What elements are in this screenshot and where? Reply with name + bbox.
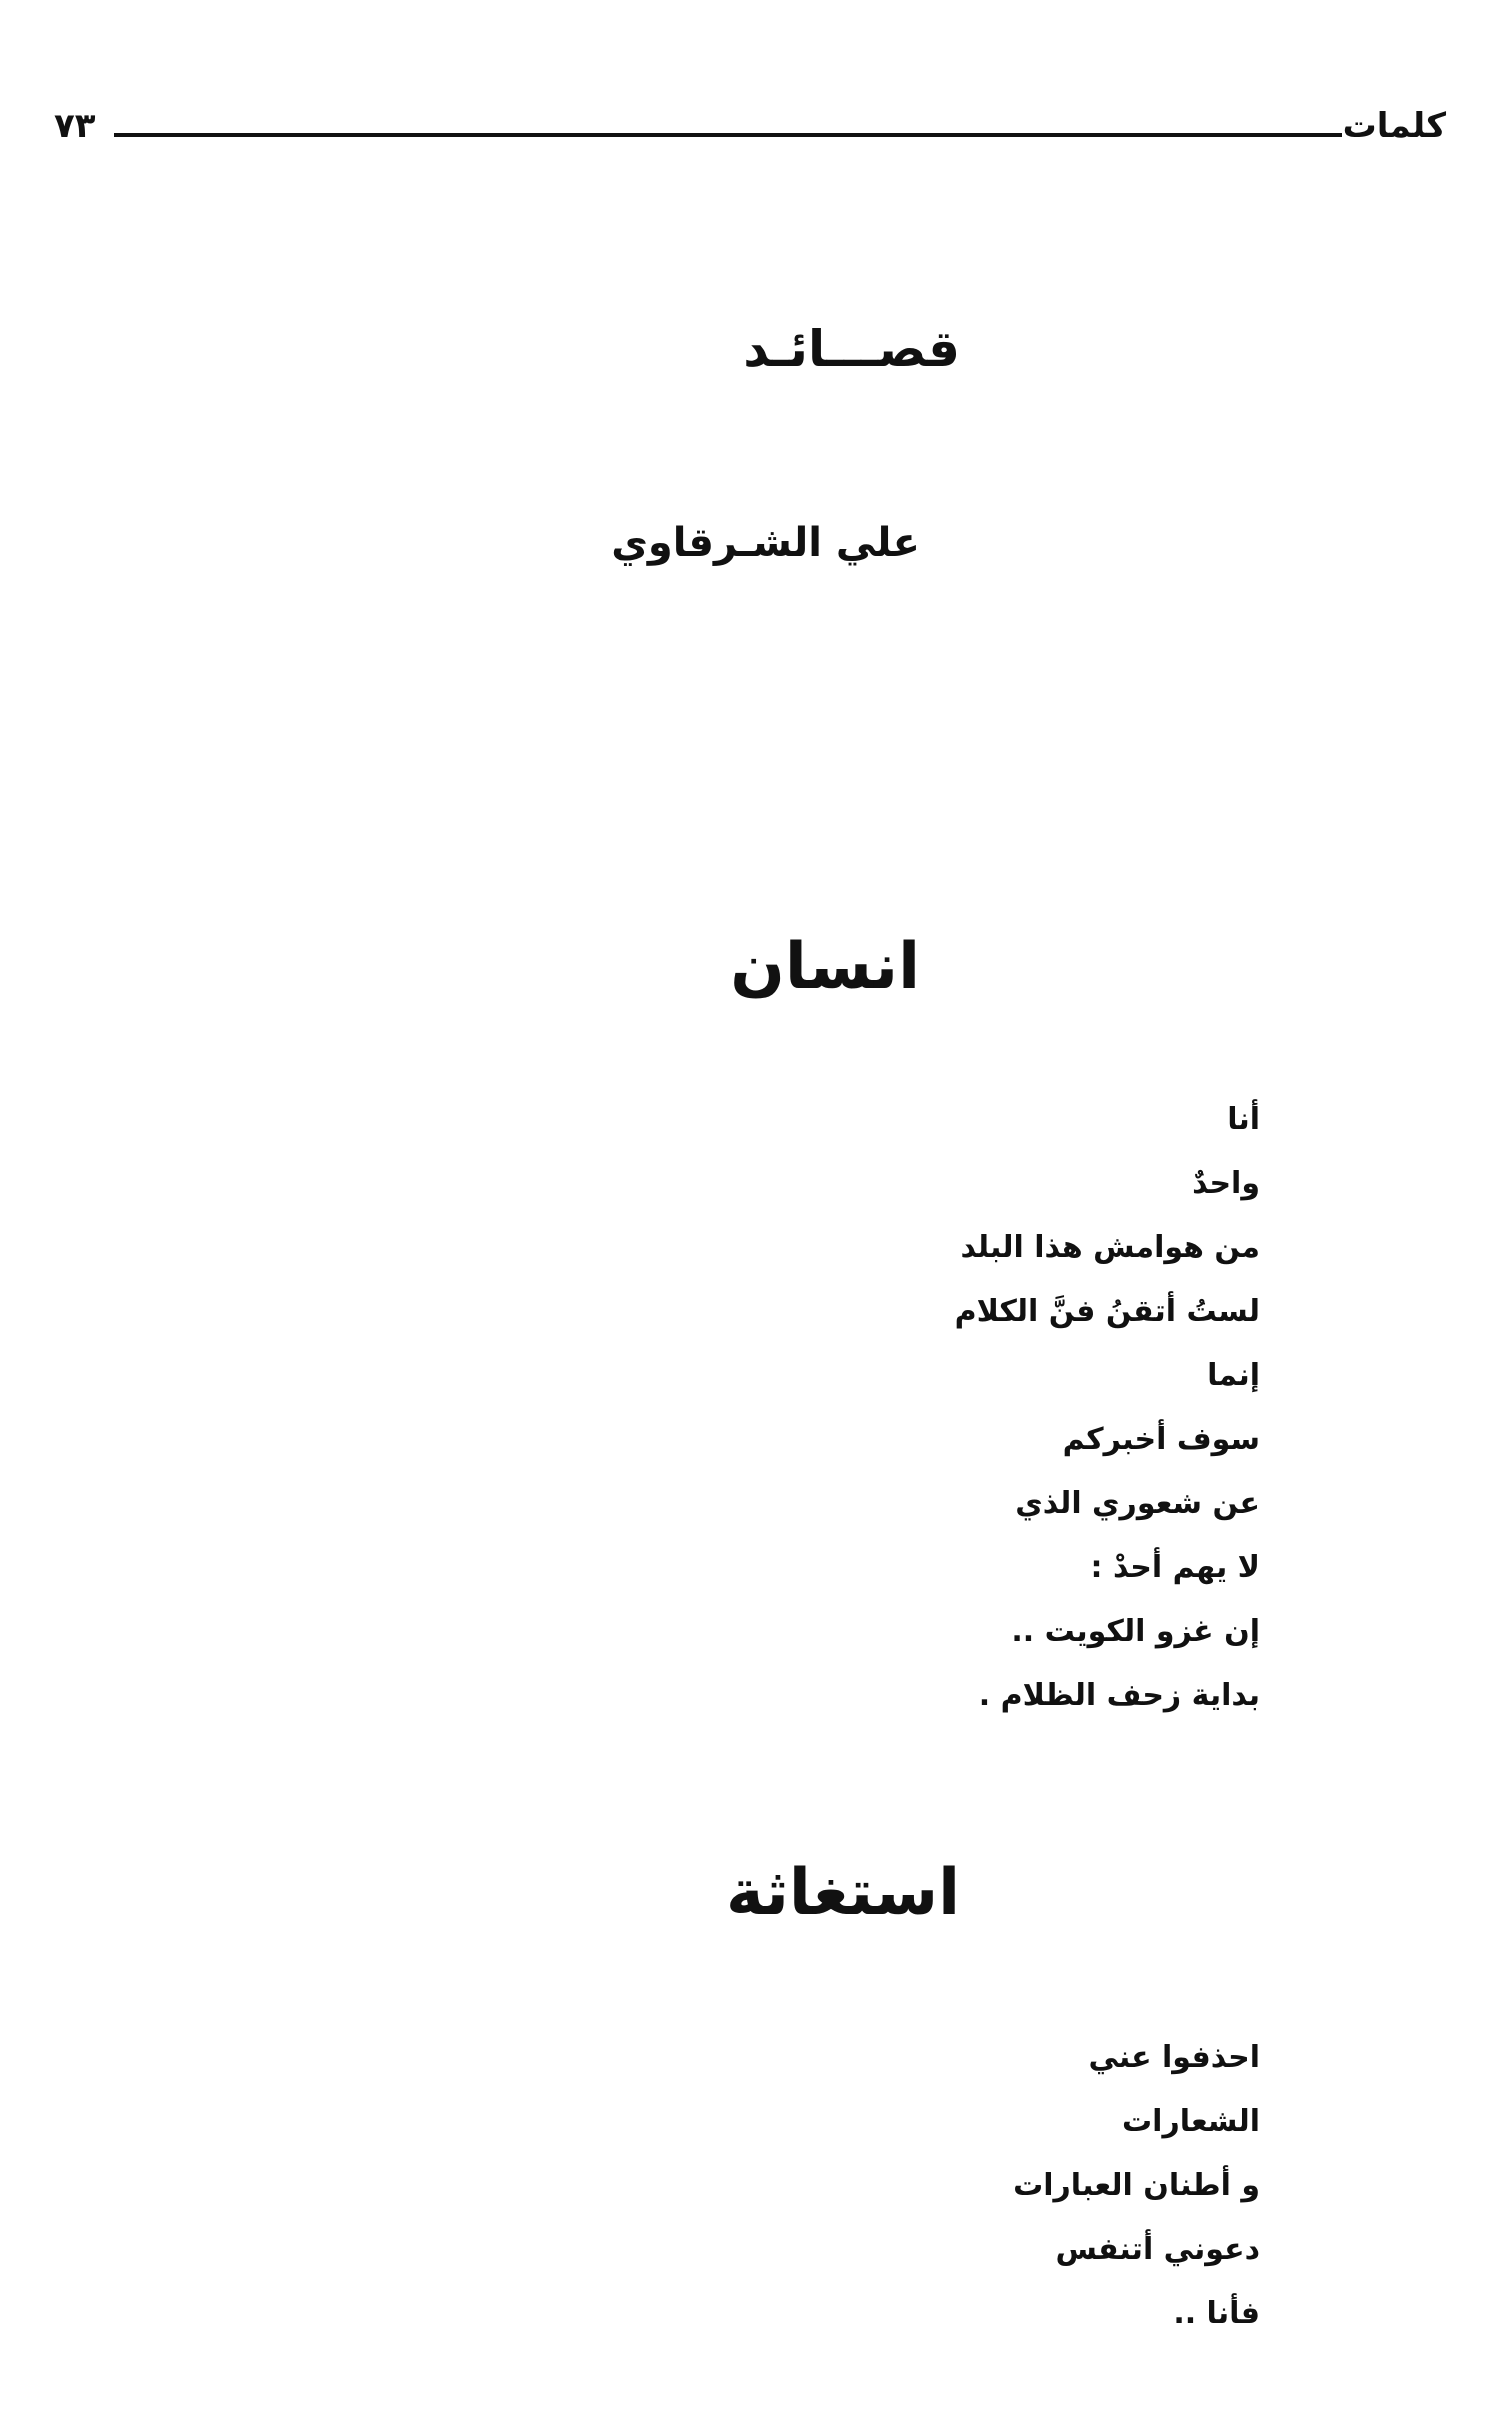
running-header — [54, 96, 1446, 156]
poem-title-istighatha: استغاثة — [726, 1856, 960, 1930]
poem-line: إن غزو الكويت .. — [1011, 1614, 1260, 1649]
poem-line: سوف أخبركم — [1062, 1422, 1260, 1457]
poem-line: واحدٌ — [1192, 1166, 1260, 1201]
poem-line: احذفوا عني — [1088, 2040, 1260, 2075]
journal-name: كلمات — [1342, 106, 1446, 146]
poem-line: من هوامش هذا البلد — [960, 1230, 1260, 1265]
poem-lines-insan — [600, 1088, 1260, 1728]
poem-line: لا يهم أحدْ : — [1090, 1550, 1260, 1585]
poem-line: دعوني أتنفس — [1055, 2232, 1260, 2267]
poem-line: أنا — [1227, 1102, 1260, 1137]
poem-line: إنما — [1207, 1358, 1260, 1393]
poem-line: فأنا .. — [1173, 2296, 1260, 2331]
author-name: علي الشـرقاوي — [611, 520, 920, 566]
poem-title-insan: انسان — [730, 930, 920, 1004]
page-number: ٧٣ — [54, 106, 96, 146]
header-rule — [114, 133, 1342, 137]
poem-line: و أطنان العبارات — [1013, 2168, 1260, 2203]
poem-line: بداية زحف الظلام . — [978, 1678, 1260, 1713]
poem-line: عن شعوري الذي — [1015, 1486, 1260, 1521]
poem-lines-istighatha — [600, 2026, 1260, 2346]
poem-line: لستُ أتقنُ فنَّ الكلام — [954, 1294, 1260, 1329]
collection-title: قصـــائـد — [743, 320, 960, 378]
poem-line: الشعارات — [1122, 2104, 1260, 2139]
